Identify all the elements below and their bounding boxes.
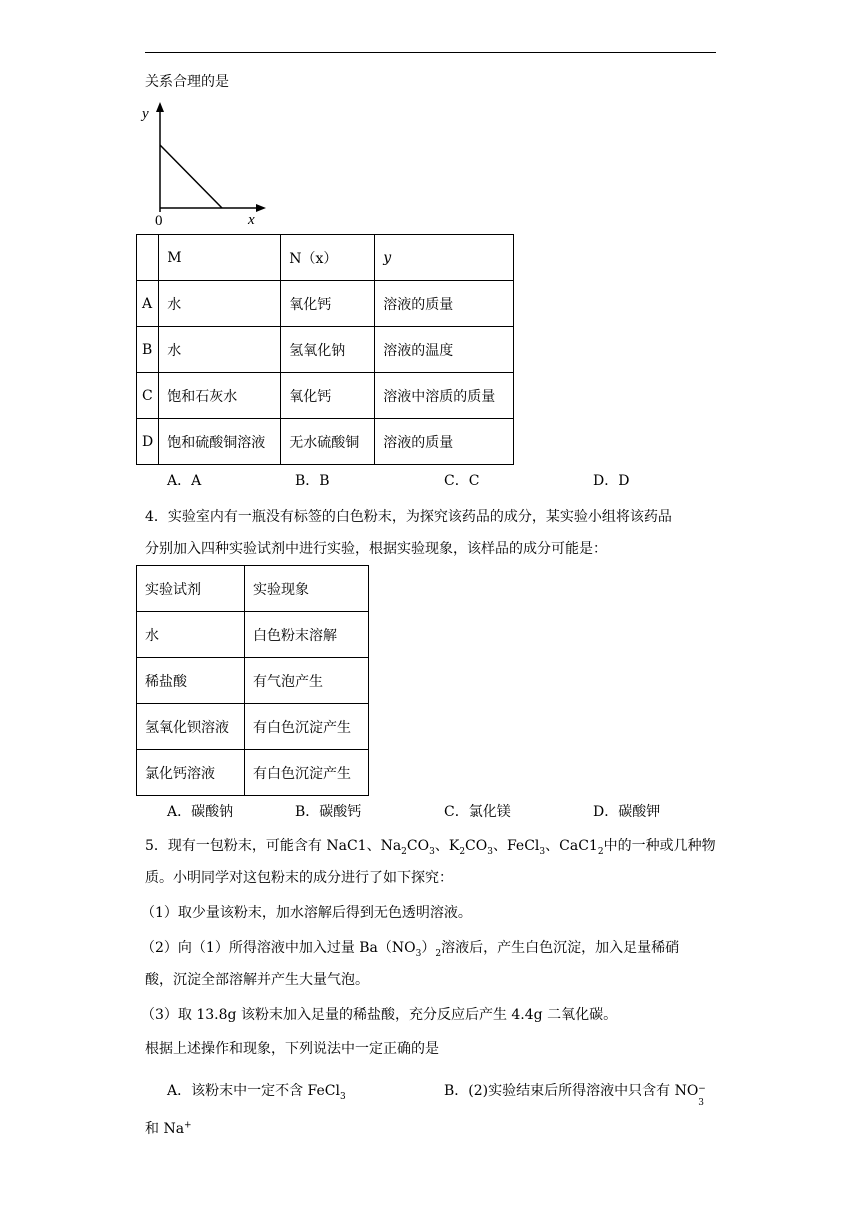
question-intro: 关系合理的是: [145, 74, 229, 90]
q5-step3: （3）取 13.8g 该粉末加入足量的稀盐酸，充分反应后产生 4.4g 二氧化碳。: [141, 1007, 618, 1023]
x-axis-arrow: [256, 204, 266, 212]
y-axis-arrow: [156, 102, 164, 112]
q3-option-d[interactable]: D．D: [593, 473, 630, 489]
table-row: 氢氧化钡溶液 有白色沉淀产生: [137, 704, 369, 750]
q4-option-a[interactable]: A．碳酸钠: [167, 804, 234, 820]
q5-conclusion: 根据上述操作和现象，下列说法中一定正确的是: [145, 1041, 439, 1057]
q5-step2: （2）向（1）所得溶液中加入过量 $Ba(NO_3)_2$溶液后，产生白色沉淀，加入足量稀硝: [141, 940, 680, 959]
x-axis-label: x: [248, 212, 255, 228]
header-rule: [145, 52, 716, 53]
q4-text-line1: 4．实验室内有一瓶没有标签的白色粉末，为探究该药品的成分，某实验小组将该药品: [145, 509, 672, 525]
q5-text-line2: 质。小明同学对这包粉末的成分进行了如下探究：: [145, 870, 453, 886]
table-row: 稀盐酸 有气泡产生: [137, 658, 369, 704]
y-axis-label: y: [142, 106, 149, 122]
table-row: 水 白色粉末溶解: [137, 612, 369, 658]
table-row: 实验试剂 实验现象: [137, 566, 369, 612]
q5-text-line1: 5．现有一包粉末，可能含有 NaC1、$Na_2CO_3$、$K_2CO_3$、FeCl$_3$、$CaC1_2$中的一种或几种物: [145, 838, 716, 857]
line-graph: [140, 100, 270, 230]
q5-option-a[interactable]: A．该粉末中一定不含 FeCl$_3$: [167, 1083, 346, 1102]
q5-step1: （1）取少量该粉末，加水溶解后得到无色透明溶液。: [141, 905, 472, 921]
graph-line: [160, 145, 222, 208]
q5-option-b-cont: 和 Na+: [145, 1120, 192, 1137]
table-row: M N（x） y: [137, 235, 514, 281]
q3-table: [136, 234, 514, 465]
q4-text-line2: 分别加入四种实验试剂中进行实验，根据实验现象，该样品的成分可能是：: [145, 541, 607, 557]
origin-label: 0: [155, 213, 163, 229]
q4-option-c[interactable]: C．氯化镁: [444, 804, 511, 820]
q5-step2-cont: 酸，沉淀全部溶解并产生大量气泡。: [145, 972, 369, 988]
q3-option-c[interactable]: C．C: [444, 473, 480, 489]
table-row: C 饱和石灰水 氧化钙 溶液中溶质的质量: [137, 373, 514, 419]
table-row: D 饱和硫酸铜溶液 无水硫酸铜 溶液的质量: [137, 419, 514, 465]
table-row: A 水 氧化钙 溶液的质量: [137, 281, 514, 327]
q4-table: [136, 565, 369, 796]
table-row: B 水 氢氧化钠 溶液的温度: [137, 327, 514, 373]
q4-option-b[interactable]: B．碳酸钙: [295, 804, 362, 820]
q3-option-a[interactable]: A．A: [167, 473, 202, 489]
q5-option-b[interactable]: B．(2)实验结束后所得溶液中只含有 NO − 3: [444, 1083, 706, 1108]
q4-option-d[interactable]: D．碳酸钾: [593, 804, 661, 820]
q3-option-b[interactable]: B．B: [295, 473, 330, 489]
table-row: 氯化钙溶液 有白色沉淀产生: [137, 750, 369, 796]
